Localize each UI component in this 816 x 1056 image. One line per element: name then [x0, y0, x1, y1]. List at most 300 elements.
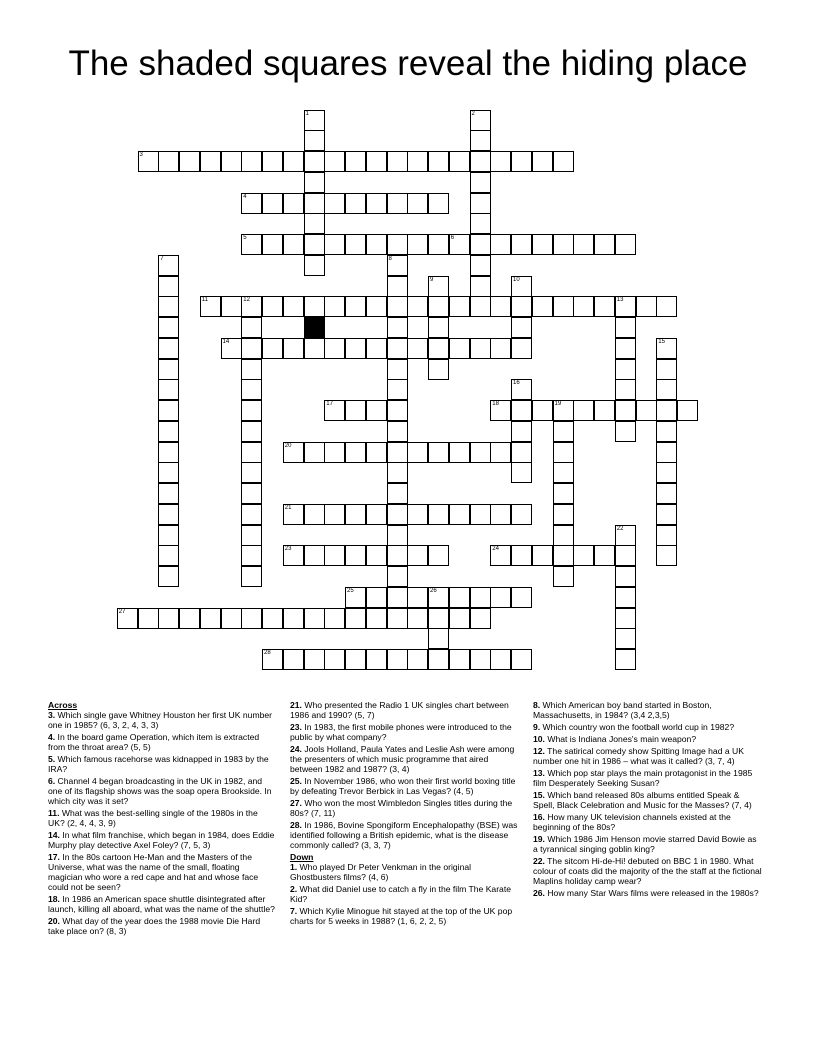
grid-cell[interactable]: [304, 193, 325, 214]
grid-cell[interactable]: [324, 442, 345, 463]
clue-number: 4.: [48, 732, 56, 742]
grid-cell[interactable]: [449, 587, 470, 608]
grid-cell[interactable]: [428, 276, 449, 297]
clue-text: In what film franchise, which began in 1984, does Eddie Murphy play detective Axel Foley? (7, 5, 3): [48, 830, 275, 850]
grid-cell[interactable]: [324, 151, 345, 172]
grid-cell[interactable]: [594, 296, 615, 317]
grid-cell[interactable]: [470, 587, 491, 608]
grid-cell[interactable]: [428, 193, 449, 214]
grid-cell[interactable]: [656, 525, 677, 546]
grid-cell[interactable]: [428, 296, 449, 317]
grid-cell[interactable]: [490, 649, 511, 670]
grid-cell[interactable]: [387, 234, 408, 255]
grid-cell[interactable]: [387, 276, 408, 297]
grid-cell[interactable]: [615, 608, 636, 629]
grid-cell[interactable]: [324, 608, 345, 629]
grid-cell[interactable]: [304, 296, 325, 317]
clue: [290, 776, 520, 796]
grid-cell[interactable]: [283, 338, 304, 359]
grid-cell[interactable]: [449, 338, 470, 359]
grid-cell[interactable]: [241, 317, 262, 338]
grid-cell[interactable]: [615, 587, 636, 608]
clue: [290, 862, 520, 882]
grid-cell[interactable]: [366, 338, 387, 359]
grid-cell[interactable]: [677, 400, 698, 421]
grid-cell[interactable]: [241, 193, 262, 214]
grid-cell[interactable]: [200, 608, 221, 629]
grid-cell[interactable]: [553, 483, 574, 504]
grid-cell[interactable]: [366, 400, 387, 421]
grid-cell[interactable]: [532, 296, 553, 317]
grid-cell[interactable]: [241, 359, 262, 380]
grid-cell[interactable]: [428, 504, 449, 525]
clue-text: In 1983, the first mobile phones were introduced to the public by what company?: [290, 722, 512, 742]
grid-cell[interactable]: [283, 234, 304, 255]
grid-cell[interactable]: [615, 359, 636, 380]
grid-cell[interactable]: [490, 338, 511, 359]
grid-cell[interactable]: [158, 483, 179, 504]
grid-cell[interactable]: [656, 400, 677, 421]
grid-cell[interactable]: [158, 608, 179, 629]
grid-cell[interactable]: [511, 649, 532, 670]
grid-cell[interactable]: [407, 234, 428, 255]
grid-cell[interactable]: [428, 151, 449, 172]
grid-cell[interactable]: [158, 255, 179, 276]
clue: [533, 790, 763, 810]
grid-cell[interactable]: [262, 649, 283, 670]
grid-cell[interactable]: [656, 504, 677, 525]
grid-cell[interactable]: [656, 442, 677, 463]
grid-cell[interactable]: [387, 483, 408, 504]
grid-cell[interactable]: [553, 442, 574, 463]
grid-cell[interactable]: [407, 649, 428, 670]
grid-cell[interactable]: [470, 649, 491, 670]
grid-cell[interactable]: [324, 504, 345, 525]
grid-cell[interactable]: [324, 338, 345, 359]
grid-cell[interactable]: [449, 608, 470, 629]
grid-cell[interactable]: [304, 110, 325, 131]
grid-cell[interactable]: [553, 296, 574, 317]
grid-cell[interactable]: [304, 255, 325, 276]
grid-cell[interactable]: [573, 400, 594, 421]
grid-cell[interactable]: [241, 151, 262, 172]
grid-cell[interactable]: [262, 234, 283, 255]
grid-cell[interactable]: [594, 545, 615, 566]
grid-cell[interactable]: [366, 442, 387, 463]
grid-cell[interactable]: [511, 317, 532, 338]
grid-cell[interactable]: [428, 234, 449, 255]
grid-cell[interactable]: [532, 545, 553, 566]
grid-cell[interactable]: [324, 400, 345, 421]
grid-cell[interactable]: [407, 193, 428, 214]
clue-number: 3: [139, 152, 143, 158]
grid-cell[interactable]: [449, 649, 470, 670]
grid-cell[interactable]: [511, 379, 532, 400]
grid-cell[interactable]: [407, 338, 428, 359]
grid-cell[interactable]: [221, 608, 242, 629]
clue-number: 17.: [48, 852, 60, 862]
grid-cell[interactable]: [179, 608, 200, 629]
grid-cell[interactable]: [158, 566, 179, 587]
grid-cell[interactable]: [387, 151, 408, 172]
grid-cell[interactable]: [158, 400, 179, 421]
grid-cell[interactable]: [615, 234, 636, 255]
grid-cell[interactable]: [324, 296, 345, 317]
grid-cell[interactable]: [449, 151, 470, 172]
clue-text: Which single gave Whitney Houston her first UK number one in 1985? (6, 3, 2, 4, 3, 3): [48, 710, 273, 730]
grid-cell[interactable]: [387, 359, 408, 380]
grid-cell[interactable]: [387, 442, 408, 463]
clues-column-3: [533, 700, 763, 900]
grid-cell[interactable]: [656, 379, 677, 400]
grid-cell[interactable]: [428, 442, 449, 463]
grid-cell[interactable]: [387, 421, 408, 442]
grid-cell[interactable]: [553, 545, 574, 566]
grid-cell[interactable]: [428, 317, 449, 338]
grid-cell[interactable]: [615, 338, 636, 359]
grid-cell[interactable]: [138, 608, 159, 629]
grid-cell[interactable]: [615, 317, 636, 338]
grid-cell[interactable]: [345, 504, 366, 525]
grid-cell[interactable]: [573, 234, 594, 255]
grid-cell[interactable]: [407, 545, 428, 566]
clue-text: Which country won the football world cup in 1982?: [540, 722, 735, 732]
grid-cell[interactable]: [241, 379, 262, 400]
grid-cell[interactable]: [636, 296, 657, 317]
grid-cell[interactable]: [366, 608, 387, 629]
grid-cell[interactable]: [470, 338, 491, 359]
grid-cell[interactable]: [366, 193, 387, 214]
grid-cell[interactable]: [594, 234, 615, 255]
grid-cell[interactable]: [345, 151, 366, 172]
grid-cell[interactable]: [387, 255, 408, 276]
grid-cell[interactable]: [511, 587, 532, 608]
grid-cell[interactable]: [387, 379, 408, 400]
grid-cell[interactable]: [490, 296, 511, 317]
grid-cell[interactable]: [470, 442, 491, 463]
grid-cell[interactable]: [511, 338, 532, 359]
grid-cell[interactable]: [656, 338, 677, 359]
grid-cell[interactable]: [345, 193, 366, 214]
grid-cell[interactable]: [449, 442, 470, 463]
grid-cell[interactable]: [241, 234, 262, 255]
grid-cell[interactable]: [366, 504, 387, 525]
grid-cell[interactable]: [490, 234, 511, 255]
grid-cell[interactable]: [428, 359, 449, 380]
grid-cell[interactable]: [470, 193, 491, 214]
grid-cell[interactable]: [366, 151, 387, 172]
grid-cell[interactable]: [158, 525, 179, 546]
grid-cell[interactable]: [470, 130, 491, 151]
grid-cell[interactable]: [656, 462, 677, 483]
grid-cell[interactable]: [387, 338, 408, 359]
grid-cell[interactable]: [158, 379, 179, 400]
grid-cell[interactable]: [636, 400, 657, 421]
grid-cell[interactable]: [366, 234, 387, 255]
grid-cell[interactable]: [241, 400, 262, 421]
grid-cell[interactable]: [366, 587, 387, 608]
grid-cell[interactable]: [387, 566, 408, 587]
grid-cell[interactable]: [158, 317, 179, 338]
grid-cell[interactable]: [387, 462, 408, 483]
grid-cell[interactable]: [532, 234, 553, 255]
grid-cell[interactable]: [449, 234, 470, 255]
grid-cell[interactable]: [470, 151, 491, 172]
grid-cell[interactable]: [407, 587, 428, 608]
grid-cell[interactable]: [594, 400, 615, 421]
grid-cell[interactable]: [324, 649, 345, 670]
grid-cell[interactable]: [262, 608, 283, 629]
grid-cell[interactable]: [470, 255, 491, 276]
grid-cell[interactable]: [283, 151, 304, 172]
grid-cell[interactable]: [387, 296, 408, 317]
grid-cell[interactable]: [511, 462, 532, 483]
grid-cell[interactable]: [304, 338, 325, 359]
grid-cell[interactable]: [490, 151, 511, 172]
clue: [48, 852, 276, 892]
grid-cell[interactable]: [490, 545, 511, 566]
grid-cell[interactable]: [158, 442, 179, 463]
grid-cell[interactable]: [345, 296, 366, 317]
grid-cell[interactable]: [511, 276, 532, 297]
grid-cell[interactable]: [387, 317, 408, 338]
grid-cell[interactable]: [407, 442, 428, 463]
grid-cell[interactable]: [615, 628, 636, 649]
grid-cell[interactable]: [573, 545, 594, 566]
grid-cell[interactable]: [241, 483, 262, 504]
grid-cell[interactable]: [283, 504, 304, 525]
grid-cell[interactable]: [262, 296, 283, 317]
clue-number: 15.: [533, 790, 545, 800]
clue-text: Who presented the Radio 1 UK singles chart between 1986 and 1990? (5, 7): [290, 700, 509, 720]
grid-cell[interactable]: [221, 296, 242, 317]
grid-cell[interactable]: [407, 608, 428, 629]
grid-cell[interactable]: [553, 151, 574, 172]
grid-cell[interactable]: [615, 566, 636, 587]
grid-cell[interactable]: [449, 296, 470, 317]
grid-cell[interactable]: [262, 338, 283, 359]
grid-cell[interactable]: [470, 213, 491, 234]
grid-cell[interactable]: [470, 172, 491, 193]
grid-cell[interactable]: [428, 628, 449, 649]
grid-cell[interactable]: [241, 504, 262, 525]
grid-cell[interactable]: [283, 193, 304, 214]
grid-cell[interactable]: [553, 504, 574, 525]
grid-cell[interactable]: [283, 296, 304, 317]
grid-cell[interactable]: [387, 587, 408, 608]
grid-cell[interactable]: [553, 400, 574, 421]
grid-cell[interactable]: [117, 608, 138, 629]
grid-cell[interactable]: [283, 442, 304, 463]
grid-cell[interactable]: [241, 338, 262, 359]
clue-number: 4: [243, 193, 247, 200]
grid-cell[interactable]: [283, 545, 304, 566]
grid-cell[interactable]: [345, 234, 366, 255]
grid-cell[interactable]: [324, 545, 345, 566]
clue-number: 3.: [48, 710, 56, 720]
grid-cell[interactable]: [304, 504, 325, 525]
grid-cell[interactable]: [221, 338, 242, 359]
grid-cell[interactable]: [428, 587, 449, 608]
grid-cell[interactable]: [138, 151, 159, 172]
grid-cell[interactable]: [407, 504, 428, 525]
grid-cell[interactable]: [387, 400, 408, 421]
grid-cell[interactable]: [470, 276, 491, 297]
grid-cell[interactable]: [387, 504, 408, 525]
grid-cell[interactable]: [366, 296, 387, 317]
grid-cell[interactable]: [304, 442, 325, 463]
grid-cell[interactable]: [241, 442, 262, 463]
grid-cell[interactable]: [345, 400, 366, 421]
grid-cell[interactable]: [490, 504, 511, 525]
grid-cell[interactable]: [241, 566, 262, 587]
grid-cell[interactable]: [490, 442, 511, 463]
grid-cell[interactable]: [511, 151, 532, 172]
grid-cell[interactable]: [324, 193, 345, 214]
grid-cell[interactable]: [179, 151, 200, 172]
grid-cell[interactable]: [553, 234, 574, 255]
grid-cell[interactable]: [553, 421, 574, 442]
grid-cell[interactable]: [511, 421, 532, 442]
grid-cell[interactable]: [158, 276, 179, 297]
grid-cell[interactable]: [158, 421, 179, 442]
grid-cell[interactable]: [511, 442, 532, 463]
grid-cell[interactable]: [656, 359, 677, 380]
grid-cell[interactable]: [407, 296, 428, 317]
clue-number: 8: [388, 255, 392, 262]
clue-number: 23.: [290, 722, 302, 732]
clue: [533, 746, 763, 766]
grid-cell[interactable]: [470, 504, 491, 525]
grid-cell[interactable]: [615, 379, 636, 400]
grid-cell[interactable]: [158, 296, 179, 317]
grid-cell[interactable]: [428, 649, 449, 670]
grid-cell[interactable]: [615, 400, 636, 421]
grid-cell[interactable]: [428, 608, 449, 629]
grid-cell[interactable]: [532, 400, 553, 421]
grid-cell[interactable]: [304, 608, 325, 629]
grid-cell[interactable]: [262, 151, 283, 172]
grid-cell[interactable]: [158, 545, 179, 566]
clue: [48, 776, 276, 806]
grid-cell[interactable]: [615, 421, 636, 442]
clue-text: What is Indiana Jones's main weapon?: [544, 734, 697, 744]
grid-cell[interactable]: [304, 545, 325, 566]
grid-cell[interactable]: [470, 234, 491, 255]
grid-cell[interactable]: [511, 296, 532, 317]
grid-cell[interactable]: [615, 545, 636, 566]
clue-number: 22: [616, 525, 624, 532]
grid-cell[interactable]: [511, 545, 532, 566]
clue-number: 6: [450, 235, 455, 241]
grid-cell[interactable]: [615, 649, 636, 670]
grid-cell[interactable]: [158, 359, 179, 380]
grid-cell[interactable]: [387, 545, 408, 566]
grid-cell[interactable]: [345, 608, 366, 629]
grid-cell[interactable]: [262, 193, 283, 214]
grid-cell[interactable]: [304, 151, 325, 172]
grid-cell[interactable]: [304, 213, 325, 234]
grid-cell[interactable]: [553, 525, 574, 546]
grid-cell[interactable]: [241, 421, 262, 442]
clue-number: 21.: [290, 700, 302, 710]
grid-cell[interactable]: [656, 483, 677, 504]
grid-cell[interactable]: [428, 338, 449, 359]
clue-number: 19: [554, 401, 562, 407]
grid-cell[interactable]: [158, 151, 179, 172]
grid-cell[interactable]: [656, 421, 677, 442]
clues-column-2: [290, 700, 520, 928]
grid-cell[interactable]: [511, 504, 532, 525]
clue-text: Which Kylie Minogue hit stayed at the top of the UK pop charts for 5 weeks in 1988? (1, 6, 2, 2, 5): [290, 906, 513, 926]
grid-cell[interactable]: [241, 296, 262, 317]
clue-number: 12: [243, 297, 250, 304]
grid-cell[interactable]: [221, 151, 242, 172]
clue-text: Which pop star plays the main protagonist in the 1985 film Desperately Seeking Susan?: [533, 768, 753, 788]
clue-number: 23: [284, 546, 292, 553]
grid-cell[interactable]: [304, 234, 325, 255]
grid-cell[interactable]: [387, 649, 408, 670]
grid-cell[interactable]: [656, 296, 677, 317]
grid-cell[interactable]: [553, 566, 574, 587]
grid-cell[interactable]: [345, 338, 366, 359]
clue-number: 19.: [533, 834, 545, 844]
grid-cell[interactable]: [324, 234, 345, 255]
grid-cell[interactable]: [470, 296, 491, 317]
grid-cell[interactable]: [511, 400, 532, 421]
clue: [533, 812, 763, 832]
grid-cell[interactable]: [470, 110, 491, 131]
grid-cell[interactable]: [532, 151, 553, 172]
grid-cell[interactable]: [615, 525, 636, 546]
grid-cell[interactable]: [283, 649, 304, 670]
grid-cell[interactable]: [283, 608, 304, 629]
grid-cell[interactable]: [366, 649, 387, 670]
grid-cell[interactable]: [490, 587, 511, 608]
grid-cell[interactable]: [511, 234, 532, 255]
grid-cell[interactable]: [407, 151, 428, 172]
grid-cell[interactable]: [304, 172, 325, 193]
grid-cell[interactable]: [366, 545, 387, 566]
grid-cell[interactable]: [387, 608, 408, 629]
grid-cell[interactable]: [573, 296, 594, 317]
grid-cell[interactable]: [345, 649, 366, 670]
grid-cell[interactable]: [241, 608, 262, 629]
grid-cell[interactable]: [428, 545, 449, 566]
grid-cell[interactable]: [241, 462, 262, 483]
grid-cell[interactable]: [158, 462, 179, 483]
grid-cell[interactable]: [345, 545, 366, 566]
grid-cell[interactable]: [304, 649, 325, 670]
grid-cell[interactable]: [387, 525, 408, 546]
grid-cell[interactable]: [304, 130, 325, 151]
grid-cell[interactable]: [490, 400, 511, 421]
grid-cell[interactable]: [200, 296, 221, 317]
grid-cell[interactable]: [553, 462, 574, 483]
grid-cell[interactable]: [449, 504, 470, 525]
grid-cell[interactable]: [615, 296, 636, 317]
grid-cell[interactable]: [470, 608, 491, 629]
grid-cell[interactable]: [158, 338, 179, 359]
grid-cell[interactable]: [345, 587, 366, 608]
grid-cell[interactable]: [345, 442, 366, 463]
grid-cell[interactable]: [200, 151, 221, 172]
grid-cell[interactable]: [241, 525, 262, 546]
grid-cell[interactable]: [656, 545, 677, 566]
grid-cell[interactable]: [241, 545, 262, 566]
grid-cell[interactable]: [387, 193, 408, 214]
grid-cell[interactable]: [158, 504, 179, 525]
